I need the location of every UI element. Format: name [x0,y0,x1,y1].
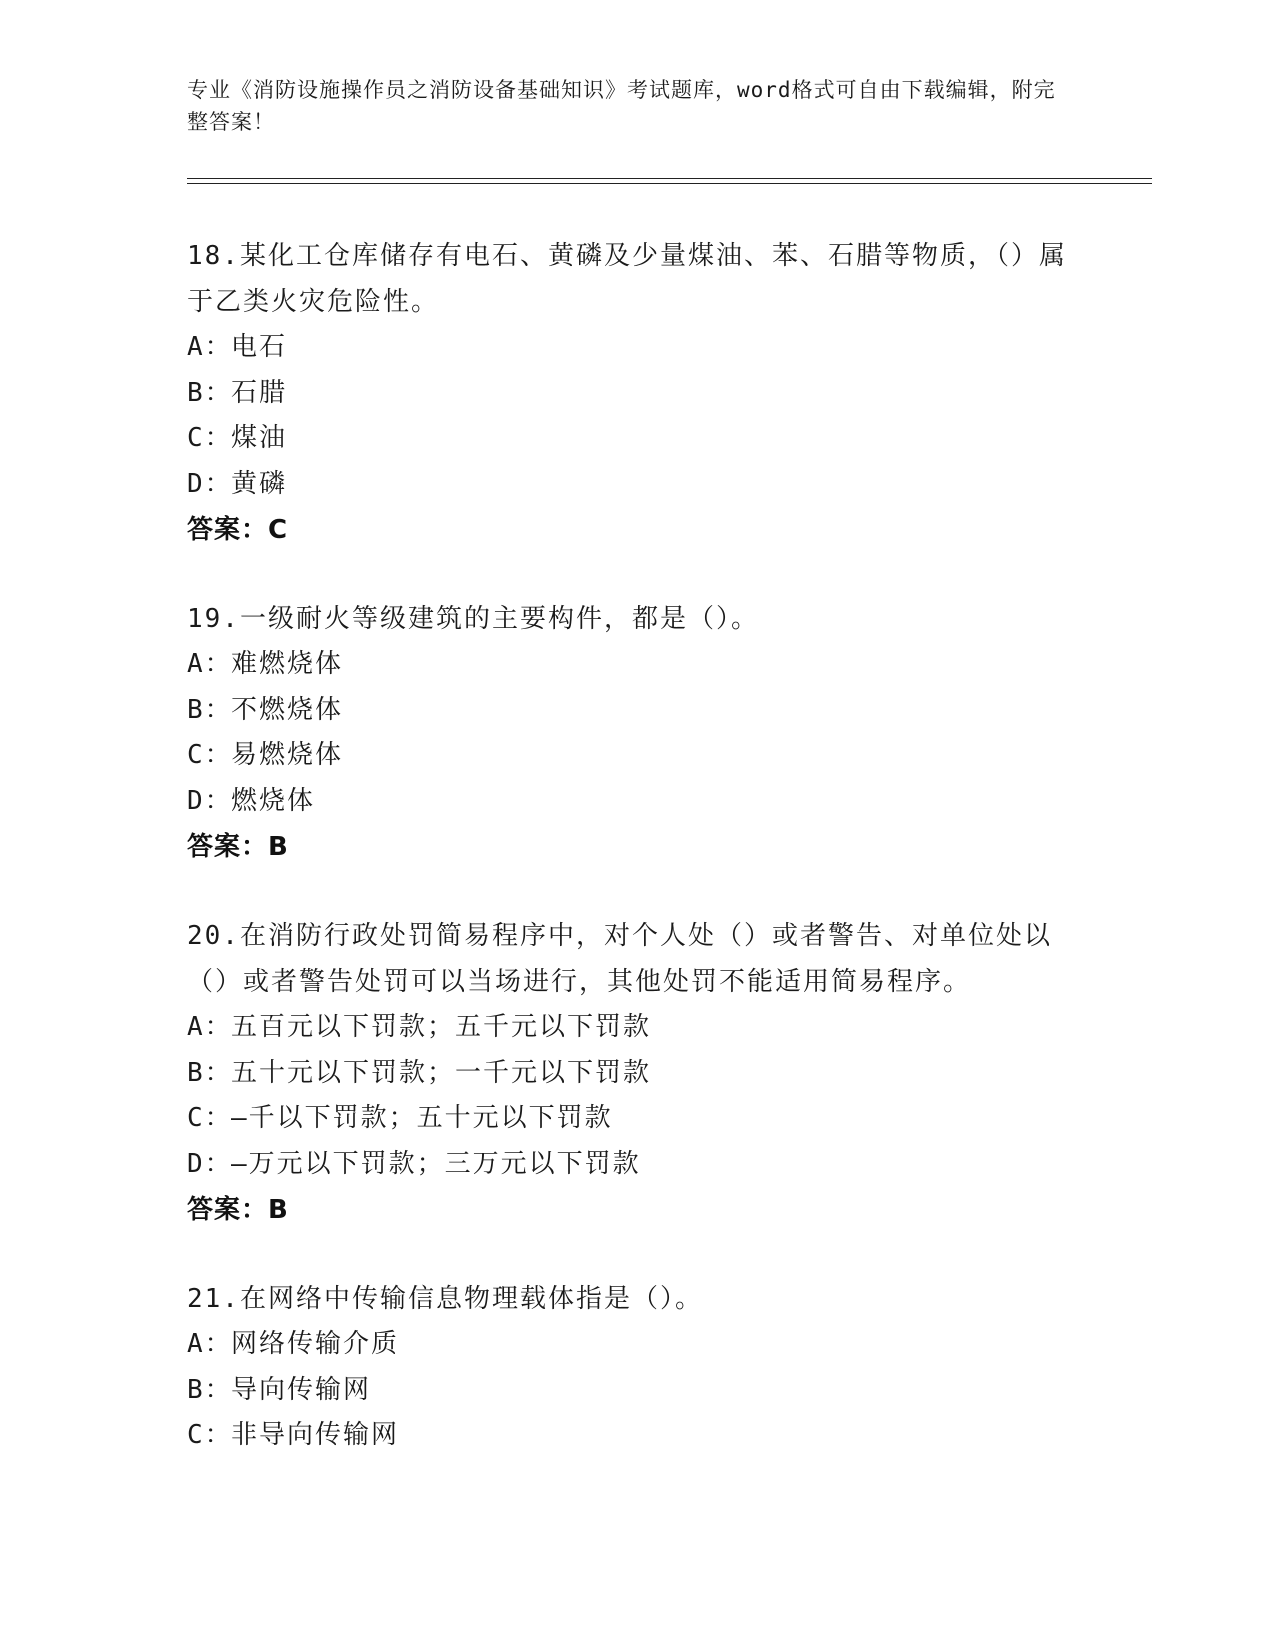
option-text: 黄磷 [231,468,288,499]
answer-label: 答案：C [187,515,289,545]
option-text: 不燃烧体 [231,694,344,725]
question-stem: 19.一级耐火等级建筑的主要构件，都是（）。 [187,604,759,634]
question-19 [187,596,1087,870]
question-20 [187,913,1087,1233]
option-letter: B： [187,1374,233,1405]
question-stem: 21.在网络中传输信息物理载体指是（）。 [187,1284,703,1314]
option-c [187,416,1087,462]
header-divider-bottom [187,183,1152,184]
option-letter: C： [187,423,233,453]
question-stem: 20.在消防行政处罚简易程序中，对个人处（）或者警告、对单位处以（）或者警告处罚可以当场进行，其他处罚不能适用简易程序。 [187,921,1052,997]
option-a [187,1322,1087,1368]
option-letter: D： [187,785,233,816]
option-text: 石腊 [231,377,288,408]
option-text: —万元以下罚款；三万元以下罚款 [231,1148,641,1179]
option-letter: A： [187,1329,233,1359]
option-a [187,325,1087,371]
question-list [187,233,1087,1502]
option-letter: A： [187,332,233,362]
option-text: 易燃烧体 [231,740,344,770]
option-a [187,1005,1087,1051]
option-b [187,688,1087,734]
option-text: 五十元以下罚款；一千元以下罚款 [231,1057,652,1088]
option-a [187,642,1087,688]
option-letter: B： [187,694,233,725]
option-text: 五百元以下罚款；五千元以下罚款 [231,1012,652,1042]
option-text: 电石 [231,332,288,362]
option-b [187,371,1087,417]
option-letter: D： [187,1148,233,1179]
option-text: 煤油 [231,423,288,453]
option-b [187,1051,1087,1097]
header-divider-top [187,178,1152,179]
option-letter: C： [187,1420,233,1450]
option-c [187,1096,1087,1142]
question-18 [187,233,1087,553]
option-letter: C： [187,1103,233,1133]
option-text: 非导向传输网 [231,1420,400,1450]
document-header: 专业《消防设施操作员之消防设备基础知识》考试题库，word格式可自由下载编辑，附完整答案！ [187,78,1056,134]
option-c [187,1413,1087,1459]
option-d [187,779,1087,825]
answer-label: 答案：B [187,1195,289,1225]
option-letter: A： [187,649,233,679]
option-letter: A： [187,1012,233,1042]
option-d [187,1142,1087,1188]
option-letter: B： [187,1057,233,1088]
option-text: 网络传输介质 [231,1329,400,1359]
question-21 [187,1276,1087,1459]
option-text: —千以下罚款；五十元以下罚款 [231,1103,613,1133]
option-text: 难燃烧体 [231,649,344,679]
option-b [187,1368,1087,1414]
question-stem: 18.某化工仓库储存有电石、黄磷及少量煤油、苯、石腊等物质，（）属于乙类火灾危险性。 [187,241,1067,317]
option-text: 燃烧体 [231,785,316,816]
option-c [187,733,1087,779]
option-d [187,462,1087,508]
option-letter: D： [187,468,233,499]
option-letter: C： [187,740,233,770]
option-letter: B： [187,377,233,408]
option-text: 导向传输网 [231,1374,372,1405]
answer-label: 答案：B [187,832,289,862]
